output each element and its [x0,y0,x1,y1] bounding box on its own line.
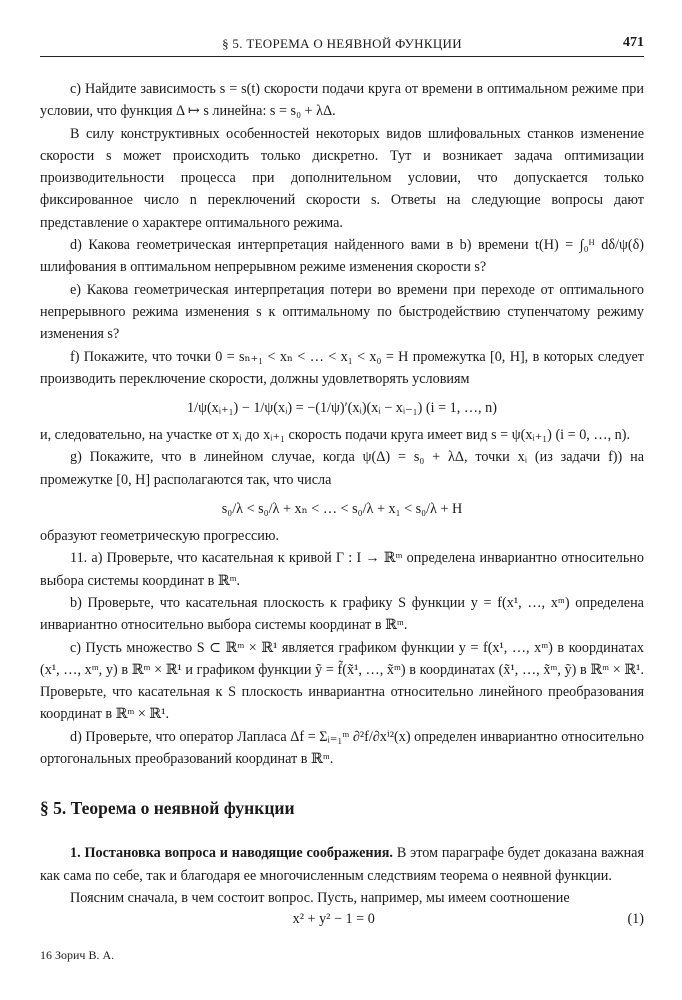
subsection-paragraph [40,842,644,887]
paragraph-discrete: В силу конструктивных особенностей некоторых видов шлифовальных станков изменение скорости s может происходить только дискретно. Тут и возникает задача оптимизации производительности процесса при дополнительном условии, что допускается только фиксированное число n переключений скорости s. Ответы на следующие вопросы дают представление о характере оптимального режима. [40,125,644,231]
signature-mark: 16 Зорич В. А. [40,948,115,962]
problem-d: d) Какова геометрическая интерпретация найденного вами в b) времени t(H) = ∫₀ᴴ dδ/ψ(δ) шлифования в оптимальном непрерывном режиме изменения скорости s? [40,237,644,276]
problem-f: f) Покажите, что точки 0 = sₙ₊₁ < xₙ < … < x₁ < x₀ = H промежутка [0, H], в которых следует производить переключение скорости, должны удовлетворять условиям [40,348,644,387]
equation-1: x² + y² − 1 = 0 [292,911,375,928]
page-number: 471 [623,35,644,50]
subsection-text: В этом параграфе будет доказана важная как сама по себе, так и благодаря ее многочисленным следствиям теорема о неявной функции. [40,845,644,884]
section-title: § 5. Теорема о неявной функции [40,798,295,819]
problem-c: c) Найдите зависимость s = s(t) скорости подачи круга от времени в оптимальном режиме при условии, что функция Δ ↦ s линейна: s = s₀ + λΔ. [40,81,644,120]
equation-number: (1) [627,911,644,928]
problem-e: e) Какова геометрическая интерпретация потери во времени при переходе от оптимального непрерывного режима изменения s к оптимальному по быстродействию ступенчатому режиму изменения s? [40,281,644,343]
formula-g: s₀/λ < s₀/λ + xₙ < … < s₀/λ + x₁ < s₀/λ + H [221,501,463,518]
subsection-lead: 1. Постановка вопроса и наводящие соображения. [70,845,393,862]
page-body [40,78,644,929]
problem-11c: c) Пусть множество S ⊂ ℝᵐ × ℝ¹ является графиком функции y = f(x¹, …, xᵐ) в координатах (x¹, …, xᵐ, y) в ℝᵐ × ℝ¹ и графиком функции ỹ = f̃(x̃¹, …, x̃ᵐ) в координатах (x̃¹, …, x̃ᵐ, ỹ) в ℝᵐ × ℝ¹. Проверьте, что касательная к S плоскость инвариантна относительно линейного преобразования координат в ℝᵐ × ℝ¹. [40,639,644,723]
problem-11d: d) Проверьте, что оператор Лапласа Δf = Σᵢ₌₁ᵐ ∂²f/∂xⁱ²(x) определен инвариантно относительно ортогональных преобразований координат в ℝᵐ. [40,728,644,768]
intro-paragraph: Поясним сначала, в чем состоит вопрос. Пусть, например, мы имеем соотношение [70,889,570,906]
problem-11b: b) Проверьте, что касательная плоскость к графику S функции y = f(x¹, …, xᵐ) определена инвариантно относительно выбора системы координат в ℝᵐ. [40,594,644,634]
header-title: § 5. ТЕОРЕМА О НЕЯВНОЙ ФУНКЦИИ [222,36,462,51]
running-header [40,34,644,57]
equation-1-line [40,909,644,929]
problem-f-continued: и, следовательно, на участке от xᵢ до xᵢ₊₁ скорость подачи круга имеет вид s = ψ(xᵢ₊₁) (i = 0, …, n). [40,427,631,444]
problem-g: g) Покажите, что в линейном случае, когда ψ(Δ) = s₀ + λΔ, точки xᵢ (из задачи f)) на промежутке [0, H] располагаются так, что числа [40,449,644,488]
problem-11a: 11. a) Проверьте, что касательная к кривой Γ : I → ℝᵐ определена инвариантно относительно выбора системы координат в ℝᵐ. [40,550,644,589]
problem-g-continued: образуют геометрическую прогрессию. [40,528,280,545]
formula-f: 1/ψ(xᵢ₊₁) − 1/ψ(xᵢ) = −(1/ψ)′(xᵢ)(xᵢ − xᵢ₋₁) (i = 1, …, n) [187,400,497,417]
